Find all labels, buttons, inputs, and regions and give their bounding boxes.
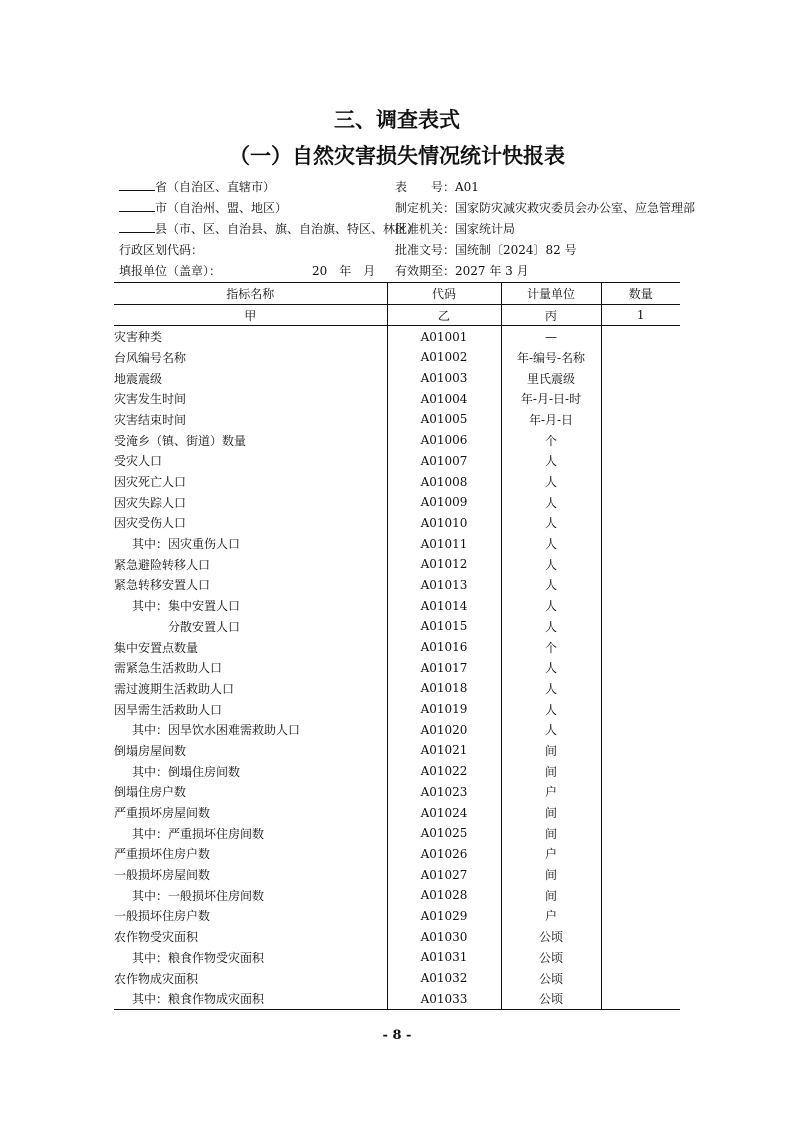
city-label: 市（自治州、盟、地区） <box>155 201 288 215</box>
indicator-code-cell: A01024 <box>387 802 501 823</box>
table-row <box>114 471 680 492</box>
indicator-name-cell: 灾害结束时间 <box>114 412 187 427</box>
indicator-name-cell: 一般损坏住房户数 <box>114 909 211 924</box>
quantity-input-cell[interactable] <box>601 326 680 347</box>
table-row <box>114 968 680 989</box>
indicator-name-cell: 集中安置点数量 <box>114 640 199 655</box>
indicator-name-cell: 受灾人口 <box>114 454 163 469</box>
indicator-name-cell: 因灾死亡人口 <box>114 475 187 490</box>
indicator-unit-cell: 间 <box>501 740 601 761</box>
table-row <box>114 513 680 534</box>
indicator-unit-cell: 个 <box>501 637 601 658</box>
table-row <box>114 575 680 596</box>
indicator-code-cell: A01001 <box>387 326 501 347</box>
indicator-code-cell: A01028 <box>387 885 501 906</box>
indicator-unit-cell: 间 <box>501 761 601 782</box>
indicator-unit-cell: 个 <box>501 430 601 451</box>
section-title: 三、调查表式 <box>334 107 460 132</box>
quantity-input-cell[interactable] <box>601 864 680 885</box>
indicator-unit-cell: 户 <box>501 906 601 927</box>
quantity-input-cell[interactable] <box>601 761 680 782</box>
table-row <box>114 844 680 865</box>
quantity-input-cell[interactable] <box>601 347 680 368</box>
indicator-code-cell: A01003 <box>387 368 501 389</box>
indicator-code-cell: A01011 <box>387 533 501 554</box>
province-blank[interactable] <box>119 179 155 191</box>
indicator-unit-cell: 里氏震级 <box>501 368 601 389</box>
indicator-name-cell: 分散安置人口 <box>168 619 241 634</box>
quantity-input-cell[interactable] <box>601 988 680 1009</box>
indicator-code-cell: A01016 <box>387 637 501 658</box>
form-title: （一）自然灾害损失情况统计快报表 <box>229 143 565 168</box>
quantity-input-cell[interactable] <box>601 740 680 761</box>
indicator-unit-cell: 人 <box>501 595 601 616</box>
indicator-unit-cell: 年-月-日 <box>501 409 601 430</box>
header-code: 代码 <box>387 283 501 305</box>
indicator-unit-cell: 公顷 <box>501 926 601 947</box>
indicator-code-cell: A01004 <box>387 388 501 409</box>
indicator-unit-cell: 人 <box>501 513 601 534</box>
indicator-code-cell: A01007 <box>387 451 501 472</box>
form-number: 表 号：A01 <box>395 180 479 194</box>
indicator-unit-cell: 户 <box>501 844 601 865</box>
table-row <box>114 761 680 782</box>
indicator-unit-cell: 间 <box>501 823 601 844</box>
quantity-input-cell[interactable] <box>601 719 680 740</box>
indicator-name-cell: 其中：粮食作物受灾面积 <box>132 950 265 965</box>
table-row <box>114 782 680 803</box>
county-blank[interactable] <box>119 221 155 233</box>
indicator-unit-cell: 年-编号-名称 <box>501 347 601 368</box>
table-row <box>114 368 680 389</box>
indicator-code-cell: A01014 <box>387 595 501 616</box>
subheader-1: 1 <box>601 304 680 326</box>
indicator-code-cell: A01002 <box>387 347 501 368</box>
indicator-code-cell: A01032 <box>387 968 501 989</box>
indicator-name-cell: 其中：粮食作物成灾面积 <box>114 988 387 1009</box>
quantity-input-cell[interactable] <box>601 782 680 803</box>
indicator-code-cell: A01027 <box>387 864 501 885</box>
indicator-name-cell: 其中：因灾重伤人口 <box>132 537 241 552</box>
indicator-name-cell: 紧急避险转移人口 <box>114 557 211 572</box>
header-unit: 计量单位 <box>501 283 601 305</box>
quantity-input-cell[interactable] <box>601 554 680 575</box>
fill-date: 20 年 月 <box>312 264 376 278</box>
quantity-input-cell[interactable] <box>601 906 680 927</box>
quantity-input-cell[interactable] <box>601 616 680 637</box>
quantity-input-cell[interactable] <box>601 844 680 865</box>
indicator-code-cell: A01023 <box>387 782 501 803</box>
indicator-unit-cell: 年-月-日-时 <box>501 388 601 409</box>
indicator-name-cell: 倒塌住房户数 <box>114 785 187 800</box>
quantity-input-cell[interactable] <box>601 430 680 451</box>
indicator-name-cell: 严重损坏住房户数 <box>114 847 211 862</box>
county-label: 县（市、区、自治县、旗、自治旗、特区、林区） <box>155 222 420 236</box>
table-row <box>114 719 680 740</box>
quantity-input-cell[interactable] <box>601 802 680 823</box>
quantity-input-cell[interactable] <box>601 657 680 678</box>
indicator-name-cell: 因旱需生活救助人口 <box>114 702 223 717</box>
indicator-name-cell: 其中：因旱饮水困难需救助人口 <box>132 723 301 738</box>
table-row <box>114 430 680 451</box>
table-row <box>114 492 680 513</box>
indicator-name-cell: 台风编号名称 <box>114 350 187 365</box>
table-row <box>114 864 680 885</box>
indicator-unit-cell: 间 <box>501 802 601 823</box>
indicator-unit-cell: 户 <box>501 782 601 803</box>
header-quantity: 数量 <box>601 283 680 305</box>
quantity-input-cell[interactable] <box>601 533 680 554</box>
quantity-input-cell[interactable] <box>601 492 680 513</box>
subheader-bing: 丙 <box>501 304 601 326</box>
table-row <box>114 409 680 430</box>
quantity-input-cell[interactable] <box>601 451 680 472</box>
table-row <box>114 637 680 658</box>
indicator-name-cell: 需紧急生活救助人口 <box>114 661 223 676</box>
indicator-code-cell: A01013 <box>387 575 501 596</box>
indicator-name-cell: 地震震级 <box>114 371 163 386</box>
header-indicator: 指标名称 <box>114 283 387 305</box>
indicator-code-cell: A01019 <box>387 699 501 720</box>
quantity-input-cell[interactable] <box>601 885 680 906</box>
table-subheader-row <box>114 304 680 326</box>
table-header-row <box>114 283 680 305</box>
table-row <box>114 802 680 823</box>
indicator-code-cell: A01006 <box>387 430 501 451</box>
quantity-input-cell[interactable] <box>601 595 680 616</box>
indicator-code-cell: A01018 <box>387 678 501 699</box>
valid-until: 有效期至：2027 年 3 月 <box>395 264 529 278</box>
indicator-code-cell: A01010 <box>387 513 501 534</box>
indicator-name-cell: 严重损坏房屋间数 <box>114 806 211 821</box>
indicator-unit-cell: 人 <box>501 451 601 472</box>
indicator-unit-cell: 人 <box>501 554 601 575</box>
indicator-code-cell: A01020 <box>387 719 501 740</box>
subheader-jia: 甲 <box>114 304 387 326</box>
table-row <box>114 347 680 368</box>
indicator-code-cell: A01031 <box>387 947 501 968</box>
indicator-unit-cell: 人 <box>501 471 601 492</box>
filler-label: 填报单位（盖章）： <box>119 264 222 278</box>
indicator-code-cell: A01029 <box>387 906 501 927</box>
indicator-unit-cell: 公顷 <box>501 947 601 968</box>
quantity-input-cell[interactable] <box>601 699 680 720</box>
indicator-name-cell: 其中：一般损坏住房间数 <box>132 888 265 903</box>
quantity-input-cell[interactable] <box>601 678 680 699</box>
indicator-unit-cell: 间 <box>501 885 601 906</box>
indicator-unit-cell: 人 <box>501 719 601 740</box>
table-row <box>114 678 680 699</box>
indicator-name-cell: 倒塌房屋间数 <box>114 743 187 758</box>
table-row <box>114 823 680 844</box>
indicator-name-cell: 灾害发生时间 <box>114 392 187 407</box>
indicator-code-cell: A01033 <box>387 988 501 1009</box>
subheader-yi: 乙 <box>387 304 501 326</box>
province-line <box>119 178 275 195</box>
table-row <box>114 533 680 554</box>
region-code-label: 行政区划代码： <box>119 243 204 257</box>
indicator-code-cell: A01015 <box>387 616 501 637</box>
table-body <box>114 326 680 1010</box>
indicator-unit-cell: 人 <box>501 533 601 554</box>
indicator-name-cell: 因灾受伤人口 <box>114 516 187 531</box>
made-by: 制定机关：国家防灾减灾救灾委员会办公室、应急管理部 <box>395 201 696 215</box>
indicator-unit-cell: 人 <box>501 492 601 513</box>
table-row <box>114 616 680 637</box>
table-row <box>114 388 680 409</box>
quantity-input-cell[interactable] <box>601 926 680 947</box>
quantity-input-cell[interactable] <box>601 823 680 844</box>
indicator-name-cell: 农作物成灾面积 <box>114 971 199 986</box>
quantity-input-cell[interactable] <box>601 409 680 430</box>
indicator-name-cell: 其中：集中安置人口 <box>132 599 241 614</box>
indicator-code-cell: A01022 <box>387 761 501 782</box>
indicator-unit-cell: 人 <box>501 699 601 720</box>
indicator-name-cell: 农作物受灾面积 <box>114 930 199 945</box>
table-row <box>114 554 680 575</box>
table-row <box>114 657 680 678</box>
indicator-unit-cell: 人 <box>501 678 601 699</box>
city-line <box>119 199 287 216</box>
indicator-unit-cell: — <box>501 326 601 347</box>
table-row <box>114 947 680 968</box>
indicator-code-cell: A01012 <box>387 554 501 575</box>
indicator-name-cell: 其中：倒塌住房间数 <box>132 764 241 779</box>
indicator-unit-cell: 公顷 <box>501 968 601 989</box>
indicator-unit-cell: 人 <box>501 575 601 596</box>
quantity-input-cell[interactable] <box>601 388 680 409</box>
indicator-code-cell: A01017 <box>387 657 501 678</box>
table-row <box>114 699 680 720</box>
indicator-code-cell: A01030 <box>387 926 501 947</box>
table-row <box>114 926 680 947</box>
indicator-unit-cell: 人 <box>501 616 601 637</box>
indicator-code-cell: A01025 <box>387 823 501 844</box>
table-row <box>114 885 680 906</box>
quantity-input-cell[interactable] <box>601 575 680 596</box>
table-row <box>114 740 680 761</box>
indicator-name-cell: 需过渡期生活救助人口 <box>114 681 235 696</box>
county-line <box>119 220 419 237</box>
quantity-input-cell[interactable] <box>601 368 680 389</box>
indicator-name-cell: 因灾失踪人口 <box>114 495 187 510</box>
indicator-name-cell: 灾害种类 <box>114 330 163 345</box>
province-label: 省（自治区、直辖市） <box>155 180 276 194</box>
indicator-unit-cell: 间 <box>501 864 601 885</box>
quantity-input-cell[interactable] <box>601 968 680 989</box>
indicator-code-cell: A01005 <box>387 409 501 430</box>
quantity-input-cell[interactable] <box>601 947 680 968</box>
disaster-loss-table <box>114 282 680 1010</box>
table-row <box>114 595 680 616</box>
indicator-name-cell: 一般损坏房屋间数 <box>114 868 211 883</box>
city-blank[interactable] <box>119 200 155 212</box>
indicator-code-cell: A01026 <box>387 844 501 865</box>
table-row <box>114 326 680 347</box>
indicator-code-cell: A01021 <box>387 740 501 761</box>
indicator-code-cell: A01008 <box>387 471 501 492</box>
quantity-input-cell[interactable] <box>601 471 680 492</box>
table-row <box>114 451 680 472</box>
indicator-name-cell: 紧急转移安置人口 <box>114 578 211 593</box>
table-row <box>114 988 680 1009</box>
indicator-code-cell: A01009 <box>387 492 501 513</box>
indicator-name-cell: 受淹乡（镇、街道）数量 <box>114 433 247 448</box>
indicator-unit-cell: 人 <box>501 657 601 678</box>
page-number: - 8 - <box>382 1028 412 1043</box>
indicator-name-cell: 其中：严重损坏住房间数 <box>132 826 265 841</box>
table-row <box>114 906 680 927</box>
approved-by: 批准机关：国家统计局 <box>395 222 516 236</box>
approval-number: 批准文号：国统制〔2024〕82 号 <box>395 243 577 257</box>
indicator-unit-cell: 公顷 <box>501 988 601 1009</box>
quantity-input-cell[interactable] <box>601 637 680 658</box>
quantity-input-cell[interactable] <box>601 513 680 534</box>
